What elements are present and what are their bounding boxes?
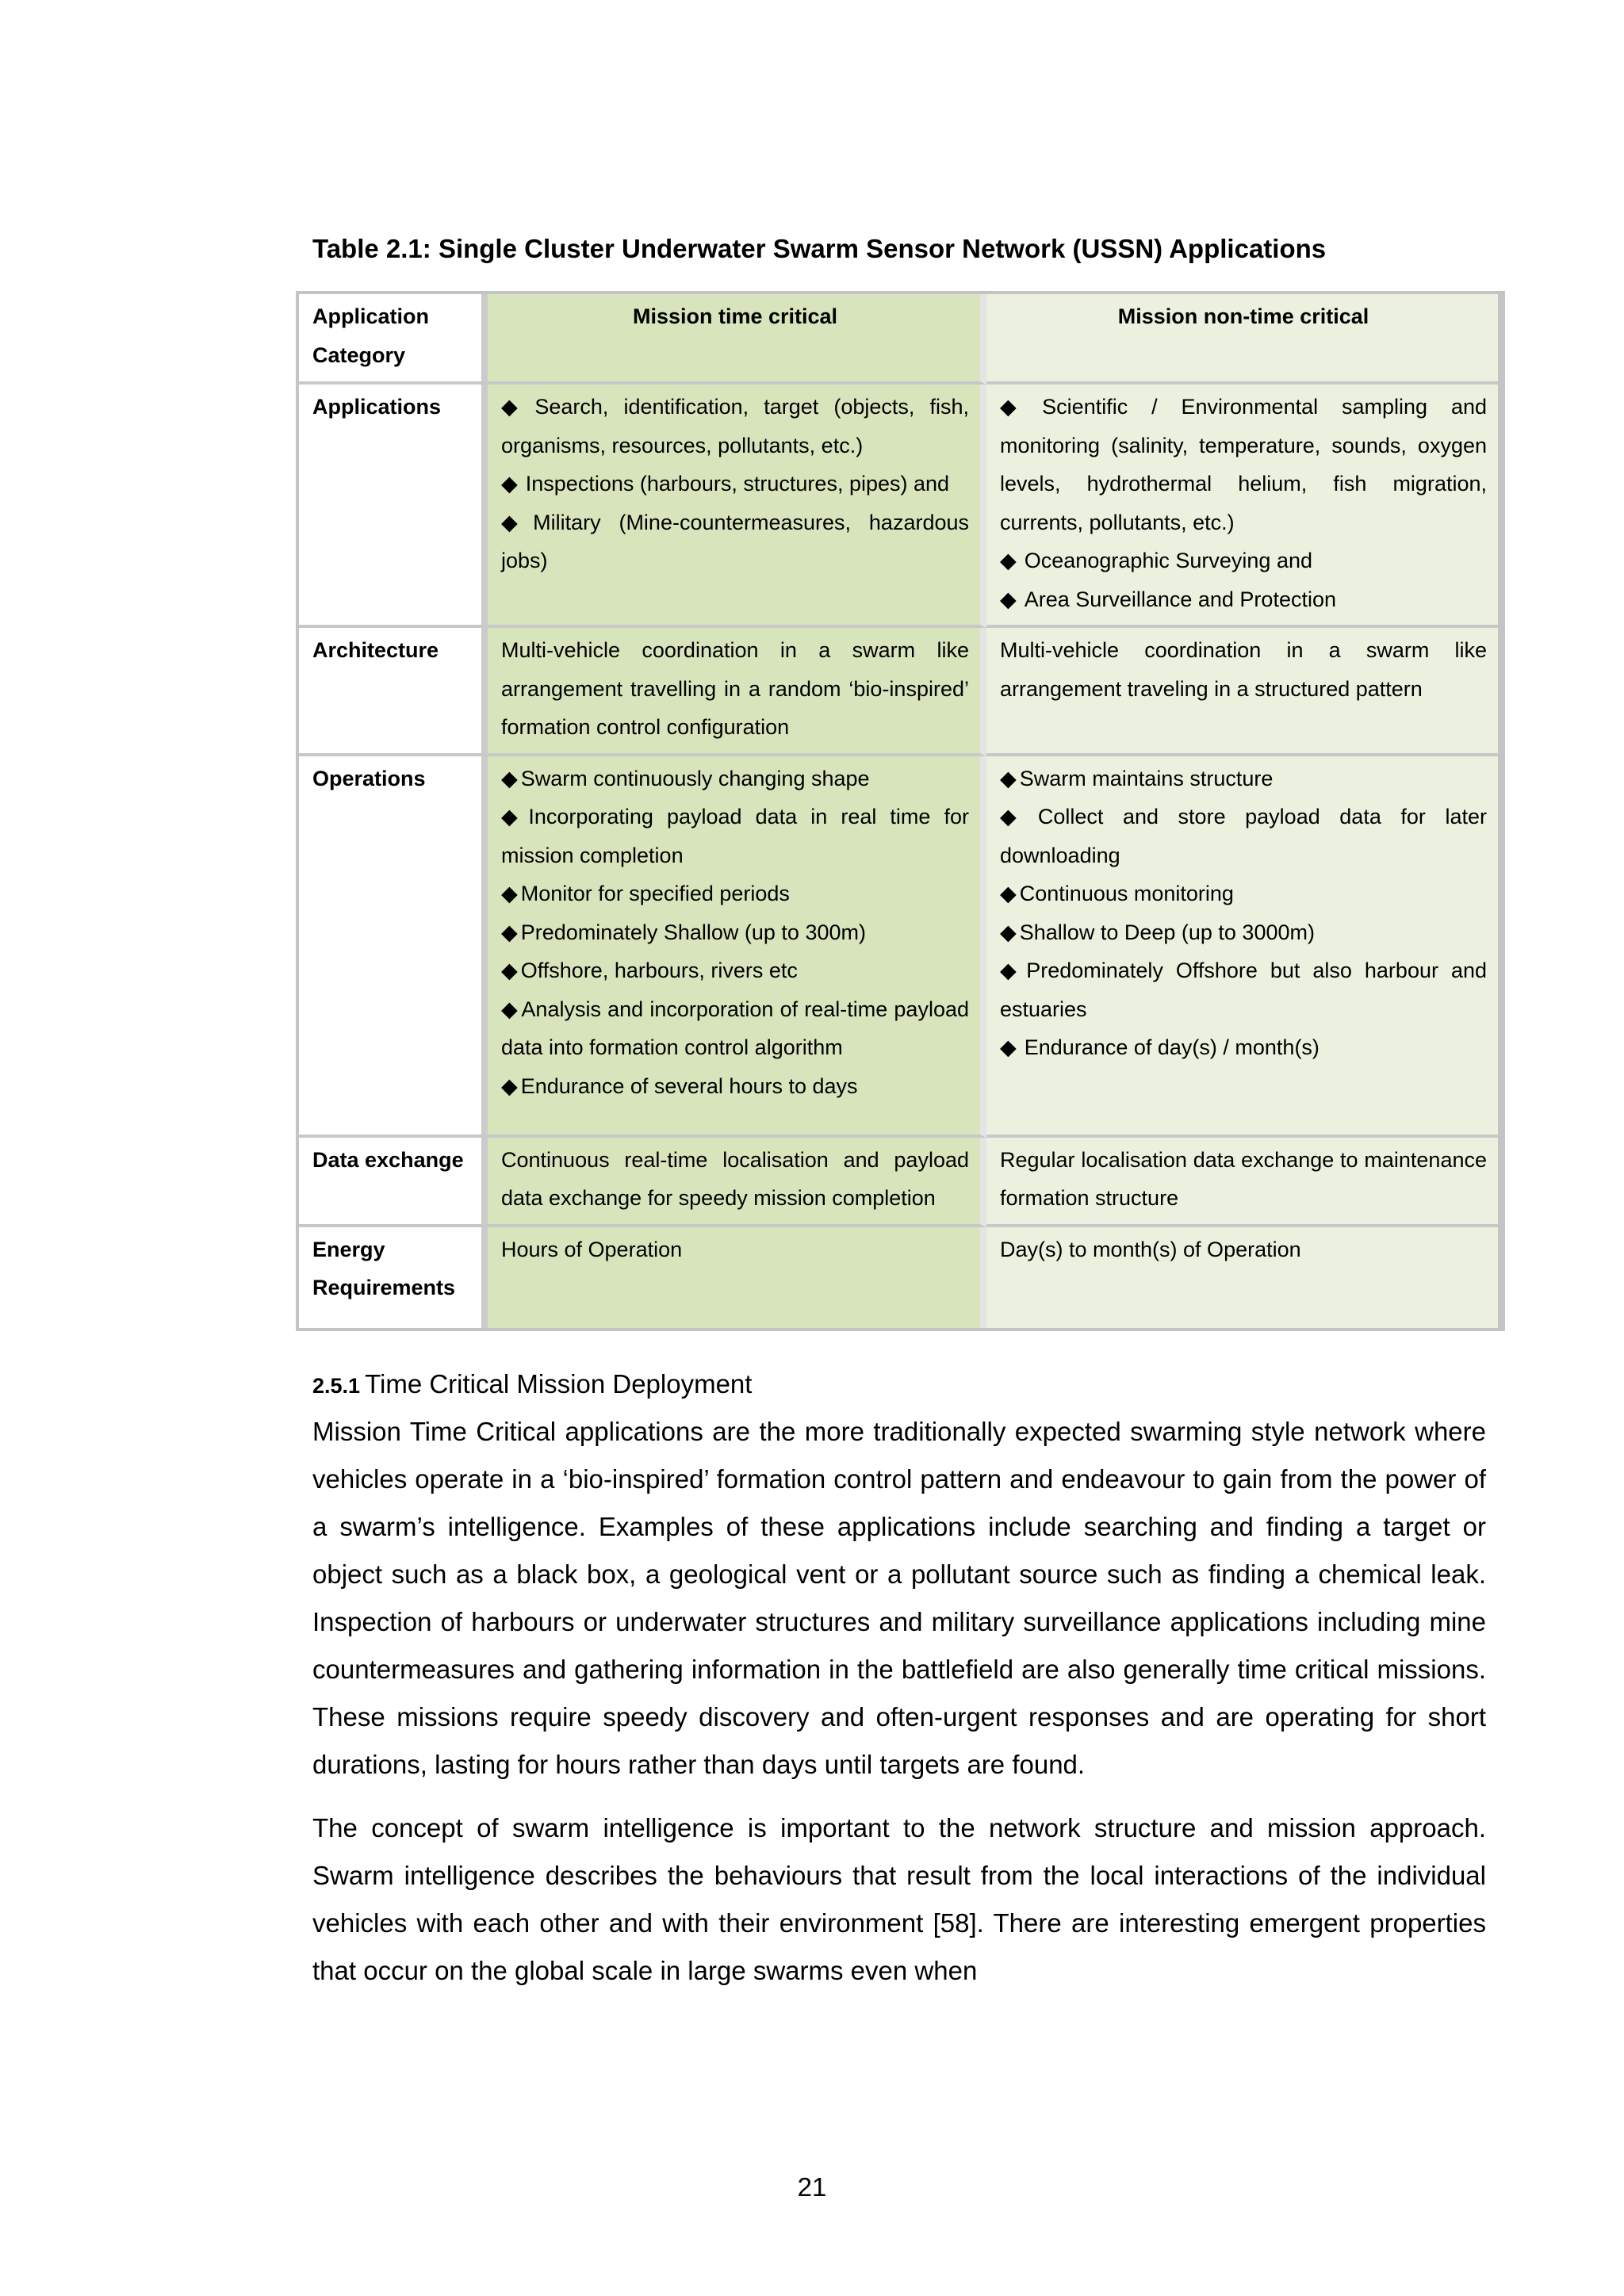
time-critical-cell: Hours of Operation bbox=[488, 1227, 986, 1328]
bullet-icon: ◆ bbox=[501, 997, 519, 1021]
list-item: ◆ Incorporating payload data in real time for mission completion bbox=[501, 805, 969, 867]
bullet-icon: ◆ bbox=[501, 510, 530, 534]
bullet-icon: ◆ bbox=[501, 959, 518, 982]
list-item: ◆ Predominately Offshore but also harbour and estuaries bbox=[1000, 959, 1487, 1021]
list-item: ◆ Offshore, harbours, rivers etc bbox=[501, 959, 798, 982]
table-row bbox=[299, 1138, 1498, 1227]
list-item: ◆ Swarm maintains structure bbox=[1000, 766, 1274, 790]
bullet-icon: ◆ bbox=[1000, 920, 1017, 944]
list-item: ◆ Monitor for specified periods bbox=[501, 882, 790, 905]
bullet-icon: ◆ bbox=[1000, 805, 1030, 828]
list-item: ◆ Swarm continuously changing shape bbox=[501, 766, 870, 790]
table-row bbox=[299, 1227, 1498, 1328]
list-item: ◆ Collect and store payload data for later downloading bbox=[1000, 805, 1488, 867]
list-item: ◆ Inspections (harbours, structures, pipes) and bbox=[501, 472, 950, 496]
paragraph: The concept of swarm intelligence is important to the network structure and mission approach. Swarm intelligence describes the behaviours that result from the local interactions of the individual vehicles with each other and with their environment [58]. There are interesting emergent properties that occur on the global scale in large swarms even when bbox=[312, 1813, 1486, 1985]
table-row bbox=[299, 385, 1498, 628]
applications-table bbox=[296, 291, 1505, 1331]
table-caption: Table 2.1: Single Cluster Underwater Swarm Sensor Network (USSN) Applications bbox=[312, 234, 1327, 263]
list-item: ◆ Area Surveillance and Protection bbox=[1000, 587, 1336, 611]
bullet-icon: ◆ bbox=[501, 766, 518, 790]
row-category: Data exchange bbox=[299, 1138, 488, 1227]
non-time-critical-cell bbox=[986, 385, 1498, 628]
bullet-icon: ◆ bbox=[1000, 1035, 1017, 1059]
list-item: ◆ Analysis and incorporation of real-time payload data into formation control algorithm bbox=[501, 997, 969, 1059]
bullet-icon: ◆ bbox=[501, 920, 518, 944]
bullet-icon: ◆ bbox=[501, 472, 518, 496]
body-text bbox=[312, 1408, 1486, 2011]
non-time-critical-cell: Multi-vehicle coordination in a swarm like arrangement traveling in a structured pattern bbox=[986, 628, 1498, 756]
bullet-icon: ◆ bbox=[501, 1073, 518, 1098]
list-item: ◆ Endurance of several hours to days bbox=[501, 1073, 858, 1098]
list-item: ◆ Oceanographic Surveying and bbox=[1000, 549, 1312, 572]
header-mission-non-time-critical: Mission non-time critical bbox=[986, 294, 1498, 385]
list-item: ◆ Shallow to Deep (up to 3000m) bbox=[1000, 920, 1315, 944]
table-row bbox=[299, 628, 1498, 756]
bullet-icon: ◆ bbox=[501, 882, 518, 905]
table-header-row bbox=[299, 294, 1498, 385]
list-item: ◆ Military (Mine-countermeasures, hazardous jobs) bbox=[501, 510, 969, 572]
bullet-icon: ◆ bbox=[1000, 766, 1017, 790]
table-row bbox=[299, 756, 1498, 1138]
time-critical-cell: Continuous real-time localisation and payload data exchange for speedy mission completion bbox=[488, 1138, 986, 1227]
list-item: ◆ Continuous monitoring bbox=[1000, 882, 1234, 905]
bullet-icon: ◆ bbox=[501, 805, 526, 828]
non-time-critical-cell bbox=[986, 756, 1498, 1138]
non-time-critical-cell: Day(s) to month(s) of Operation bbox=[986, 1227, 1498, 1328]
list-item: ◆ Scientific / Environmental sampling and monitoring (salinity, temperature, sounds, oxygen levels, hydrothermal helium, fish migration, currents, pollutants, etc.) bbox=[1000, 395, 1488, 534]
section-heading bbox=[312, 1365, 752, 1405]
bullet-icon: ◆ bbox=[1000, 882, 1017, 905]
bullet-icon: ◆ bbox=[1000, 587, 1017, 611]
bullet-icon: ◆ bbox=[501, 395, 527, 419]
bullet-icon: ◆ bbox=[1000, 549, 1017, 572]
time-critical-cell bbox=[488, 756, 986, 1138]
non-time-critical-cell: Regular localisation data exchange to maintenance formation structure bbox=[986, 1138, 1498, 1227]
section-number: 2.5.1 bbox=[312, 1374, 361, 1398]
row-category: Energy Requirements bbox=[299, 1227, 488, 1328]
header-application-category: Application Category bbox=[299, 294, 488, 385]
section-title: Time Critical Mission Deployment bbox=[365, 1369, 753, 1399]
page-number: 21 bbox=[797, 2172, 827, 2202]
list-item: ◆ Search, identification, target (objects, fish, organisms, resources, pollutants, etc.) bbox=[501, 395, 969, 457]
bullet-icon: ◆ bbox=[1000, 395, 1035, 419]
time-critical-cell: Multi-vehicle coordination in a swarm like arrangement travelling in a random ‘bio-inspired’ formation control configuration bbox=[488, 628, 986, 756]
row-category: Operations bbox=[299, 756, 488, 1138]
time-critical-cell bbox=[488, 385, 986, 628]
list-item: ◆ Predominately Shallow (up to 300m) bbox=[501, 920, 866, 944]
header-mission-time-critical: Mission time critical bbox=[488, 294, 986, 385]
bullet-icon: ◆ bbox=[1000, 959, 1024, 982]
paragraph: Mission Time Critical applications are the more traditionally expected swarming style network where vehicles operate in a ‘bio-inspired’ formation control pattern and endeavour to gain from the power of a swarm’s intelligence. Examples of these applications include searching and finding a target or object such as a black box, a geological vent or a pollutant source such as finding a chemical leak. Inspection of harbours or underwater structures and military surveillance applications including mine countermeasures and gathering information in the battlefield are also generally time critical missions. These missions require speedy discovery and often-urgent responses and are operating for short durations, lasting for hours rather than days until targets are found. bbox=[312, 1417, 1486, 1779]
row-category: Applications bbox=[299, 385, 488, 628]
row-category: Architecture bbox=[299, 628, 488, 756]
list-item: ◆ Endurance of day(s) / month(s) bbox=[1000, 1035, 1320, 1059]
